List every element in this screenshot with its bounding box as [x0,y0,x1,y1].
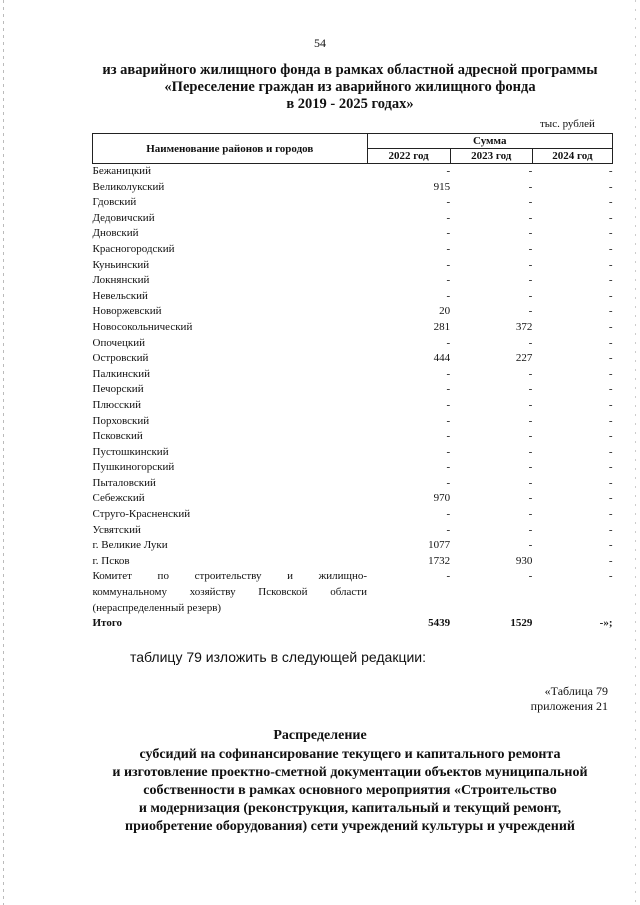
section-title [60,62,640,113]
amount-cell: - [446,227,451,240]
amount-cell: - [446,414,451,427]
district-name: Усвятский [92,523,141,536]
amount-cell: - [446,274,451,287]
district-name: Дедовичский [92,211,155,224]
table-row [93,195,613,211]
instruction-text: таблицу 79 изложить в следующей редакции: [130,649,427,665]
amount-cell: - [528,523,533,536]
table-row [93,523,613,539]
table-row [93,289,613,305]
distribution-line: собственности в рамках основного мероприятия «Строительство [143,783,557,798]
amount-cell: - [608,508,613,521]
amount-cell: - [528,508,533,521]
district-name: Островский [92,352,149,365]
amount-cell: - [528,539,533,552]
amount-cell: - [608,320,613,333]
amount-cell: - [608,274,613,287]
header-year-2023: 2023 год [450,149,532,164]
amount-cell: - [608,445,613,458]
district-name: Порховский [92,414,150,427]
amount-cell: - [446,398,451,411]
district-name: г. Псков [92,554,130,567]
table-row [93,304,613,320]
units-label: тыс. рублей [540,118,595,130]
amount-cell: - [446,508,451,521]
header-year-2022: 2022 год [367,149,450,164]
amount-cell: - [528,476,533,489]
district-name: Дновский [92,227,139,240]
table-row [93,164,613,180]
amount-cell: - [608,180,613,193]
amount-cell: - [608,492,613,505]
district-name: Пушкиногорский [92,461,175,474]
district-name: Бежаницкий [92,165,151,177]
page-number: 54 [314,36,326,50]
amount-cell: - [528,196,533,209]
committee-name [93,569,368,616]
district-name: Локнянский [92,274,150,287]
total-amount: -»; [599,617,613,630]
table-row [93,507,613,523]
district-name: Плюсский [92,398,142,411]
title-line: из аварийного жилищного фонда в рамках областной адресной программы [102,62,598,78]
table-ref-line: «Таблица 79 [544,684,608,698]
amount-cell: - [608,539,613,552]
table-row [93,258,613,274]
district-name: Опочецкий [92,336,145,349]
amount-cell: 930 [515,554,533,567]
amount-cell: - [528,461,533,474]
district-name: Пыталовский [92,476,156,489]
amount-cell: 372 [515,320,533,333]
header-sum: Сумма [367,134,612,149]
amount-cell: - [608,461,613,474]
amount-cell: 1077 [428,539,451,552]
amount-cell: - [528,289,533,302]
table-row [93,414,613,430]
distribution-line: и модернизация (реконструкция, капитальный и текущий ремонт, [138,801,562,816]
district-name: Красногородский [92,242,175,255]
amount-cell: - [608,242,613,255]
amount-cell: - [446,523,451,536]
amount-cell: - [608,196,613,209]
distribution-line: и изготовление проектно-сметной документации объектов муниципальной [112,765,588,780]
amount-cell: - [608,211,613,224]
amount-cell: - [528,492,533,505]
table-reference [440,684,608,714]
district-name: Струго-Красненский [92,508,191,521]
amount-cell: 970 [433,492,451,505]
table-row-committee [93,569,613,616]
table-row [93,460,613,476]
amount-cell: 227 [515,352,533,365]
amount-cell: - [528,570,533,583]
amount-cell: - [608,383,613,396]
district-name: Палкинский [92,367,151,380]
amount-cell: - [446,445,451,458]
table-row [93,320,613,336]
amount-cell: - [446,570,451,583]
district-name: Новосокольнический [92,320,193,333]
table-row [93,445,613,461]
table-row [93,554,613,570]
district-name: Печорский [92,383,144,396]
amount-cell: - [608,554,613,567]
amount-cell: - [608,305,613,318]
table-row [93,336,613,352]
distribution-heading: Распределение [273,728,367,743]
district-name: Невельский [92,289,148,302]
district-name: Куньинский [92,258,150,271]
amount-cell: - [446,430,451,443]
district-name: Пустошкинский [92,445,169,458]
amount-cell: 1732 [428,554,451,567]
header-name: Наименование районов и городов [93,134,368,164]
amount-cell: - [446,165,451,177]
amount-cell: - [528,383,533,396]
table-row [93,382,613,398]
total-amount: 1529 [510,617,533,630]
committee-name-line: (нераспределенный резерв) [92,601,222,614]
distribution-line: субсидий на софинансирование текущего и капитального ремонта [139,747,561,762]
amount-cell: - [446,289,451,302]
amount-cell: 281 [433,320,451,333]
amount-cell: - [528,398,533,411]
committee-name-line: коммунальному хозяйству Псковской области [92,586,368,599]
amount-cell: 915 [433,180,451,193]
amount-cell: - [446,258,451,271]
amount-cell: - [528,274,533,287]
total-amount: 5439 [428,617,451,630]
amount-cell: - [608,352,613,365]
amount-cell: 444 [433,352,451,365]
amount-cell: - [528,414,533,427]
header-year-2024: 2024 год [532,149,612,164]
amount-cell: - [446,367,451,380]
title-line: «Переселение граждан из аварийного жилищного фонда [164,79,536,95]
amount-cell: - [528,445,533,458]
district-name: Псковский [92,430,143,443]
table-row [93,367,613,383]
table-row [93,398,613,414]
amount-cell: - [608,227,613,240]
amount-cell: - [446,476,451,489]
amount-cell: - [528,367,533,380]
district-name: Себежский [92,492,145,505]
amount-cell: - [528,227,533,240]
amount-cell: - [608,289,613,302]
amount-cell: - [528,258,533,271]
subsidy-table [92,133,613,632]
amount-cell: - [608,398,613,411]
amount-cell: - [528,180,533,193]
district-name: г. Великие Луки [92,539,168,552]
table-row [93,180,613,196]
distribution-line: приобретение оборудования) сети учреждений культуры и учреждений [125,819,575,834]
table-row [93,429,613,445]
table-row [93,242,613,258]
table-row [93,273,613,289]
district-name: Гдовский [92,196,137,209]
amount-cell: - [608,523,613,536]
table-row [93,491,613,507]
amount-cell: - [608,367,613,380]
amount-cell: - [608,570,613,583]
amount-cell: - [608,165,613,177]
amount-cell: - [528,305,533,318]
amount-cell: - [608,414,613,427]
amount-cell: - [446,242,451,255]
amount-cell: - [446,211,451,224]
amount-cell: - [528,336,533,349]
committee-name-line: Комитет по строительству и жилищно- [92,570,368,583]
table-row-total [93,616,613,632]
table-row [93,538,613,554]
amount-cell: - [446,461,451,474]
amount-cell: 20 [439,305,451,318]
amount-cell: - [608,336,613,349]
district-name: Новоржевский [92,305,162,318]
scan-edge-left [3,0,4,905]
amount-cell: - [608,476,613,489]
amount-cell: - [528,430,533,443]
table-body [93,164,613,632]
distribution-description [60,746,640,836]
amount-cell: - [528,165,533,177]
table-ref-line: приложения 21 [530,699,608,713]
amount-cell: - [446,336,451,349]
amount-cell: - [608,258,613,271]
table-row [93,226,613,242]
total-label: Итого [92,617,123,630]
title-line: в 2019 - 2025 годах» [286,96,414,112]
amount-cell: - [528,211,533,224]
amount-cell: - [608,430,613,443]
table-row [93,211,613,227]
table-row [93,351,613,367]
district-name: Великолукский [92,180,165,193]
amount-cell: - [528,242,533,255]
amount-cell: - [446,196,451,209]
table-row [93,476,613,492]
amount-cell: - [446,383,451,396]
